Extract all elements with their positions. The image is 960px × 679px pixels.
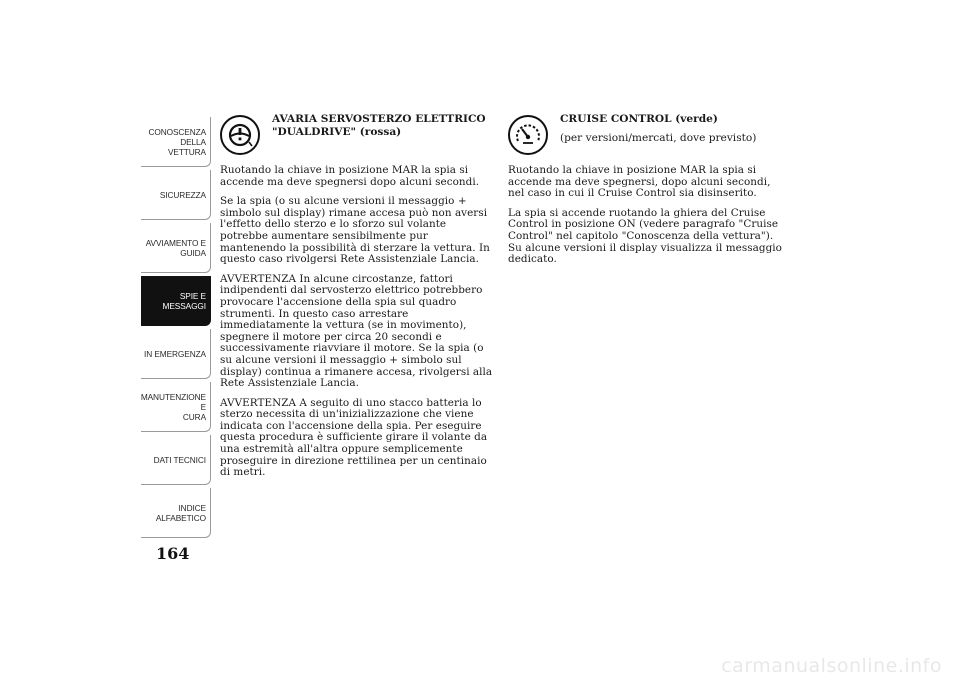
section-heading xyxy=(220,113,495,155)
tab-label: MANUTENZIONE E CURA xyxy=(140,391,206,422)
section-heading xyxy=(508,113,783,155)
body-paragraph: Se la spia (o su alcune versioni il messaggio + simbolo sul display) rimane accesa può non aversi l'effetto dello sterzo e lo sforzo sul volante potrebbe aumentare sensibilmente pur mantenendo la possibilità di sterzare la vettura. In questo caso rivolgersi Rete Assistenziale Lancia. xyxy=(220,195,490,266)
body-paragraph: Ruotando la chiave in posizione MAR la spia si accende ma deve spegnersi, dopo alcuni secondi, nel caso in cui il Cruise Control sia disinserito. xyxy=(508,164,771,200)
tab-label: AVVIAMENTO E GUIDA xyxy=(145,237,206,258)
body-paragraph: AVVERTENZA In alcune circostanze, fattori indipendenti dal servosterzo elettrico potrebbero provocare l'accensione della spia sul quadro strumenti. In questo caso arrestare immediatamente la vettura (se in movimento), spegnere il motore per circa 20 secondi e successivamente riavviare il motore. Se la spia (o su alcune versioni il messaggio + simbolo sul display) continua a rimanere accesa, rivolgersi alla Rete Assistenziale Lancia. xyxy=(220,272,493,390)
steering-wheel-warning-icon xyxy=(220,115,260,155)
body-paragraph: AVVERTENZA A seguito di uno stacco batteria lo sterzo necessita di un'inizializzazione che viene indicata con l'accensione della spia. Per eseguire questa procedura è sufficiente girare il volante da una estremità all'altra oppure semplicemente proseguire in direzione rettilinea per un centinaio di metri. xyxy=(220,396,488,479)
tab-label: SICUREZZA xyxy=(159,189,206,200)
tab-conoscenza-della-vettura[interactable] xyxy=(141,117,211,167)
tab-manutenzione-e-cura[interactable] xyxy=(141,382,211,432)
tab-dati-tecnici[interactable] xyxy=(141,435,211,485)
left-column xyxy=(220,113,495,487)
tab-label: IN EMERGENZA xyxy=(144,348,206,359)
tab-avviamento-e-guida[interactable] xyxy=(141,223,211,273)
page-number: 164 xyxy=(156,544,190,563)
watermark-text: carmanualsonline.info xyxy=(721,655,942,677)
tab-indice-alfabetico[interactable] xyxy=(141,488,211,538)
tab-in-emergenza[interactable] xyxy=(141,329,211,379)
watermark-bar xyxy=(0,655,960,679)
tab-sicurezza[interactable] xyxy=(141,170,211,220)
section-title: AVARIA SERVOSTERZO ELETTRICO "DUALDRIVE" (rossa) xyxy=(272,113,486,138)
body-paragraph: Ruotando la chiave in posizione MAR la spia si accende ma deve spegnersi dopo alcuni secondi. xyxy=(220,164,480,188)
section-subtitle: (per versioni/mercati, dove previsto) xyxy=(560,131,757,144)
chapter-nav xyxy=(141,117,211,541)
body-paragraph: La spia si accende ruotando la ghiera del Cruise Control in posizione ON (vedere paragrafo "Cruise Control" nel capitolo "Conoscenza della vettura"). Su alcune versioni il display visualizza il messaggio dedicato. xyxy=(508,206,782,266)
section-title: CRUISE CONTROL (verde) xyxy=(560,113,718,125)
right-column xyxy=(508,113,783,274)
cruise-control-speedometer-icon xyxy=(508,115,548,155)
tab-spie-e-messaggi[interactable] xyxy=(141,276,211,326)
tab-label: CONOSCENZA DELLA VETTURA xyxy=(148,126,206,157)
tab-label: DATI TECNICI xyxy=(153,454,206,465)
tab-label: SPIE E MESSAGGI xyxy=(162,290,206,311)
tab-label: INDICE ALFABETICO xyxy=(155,502,206,523)
